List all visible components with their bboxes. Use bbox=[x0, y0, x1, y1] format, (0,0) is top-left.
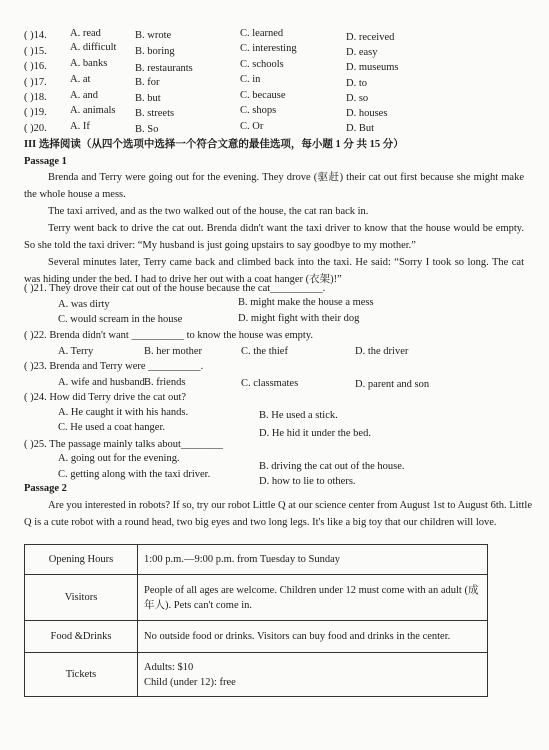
table-value: 1:00 p.m.—9:00 p.m. from Tuesday to Sunday bbox=[138, 545, 488, 575]
passage1-para3: Terry went back to drive the cat out. Brenda didn't want the taxi driver to know that the house would be empty. So she told the taxi driver: “My husband is just going upstairs to say goodbye to my mother.” bbox=[24, 223, 524, 251]
option-d: D. received bbox=[346, 32, 395, 43]
question-number: ( )20. bbox=[24, 123, 47, 134]
option-d: D. parent and son bbox=[355, 379, 430, 390]
table-value-cell bbox=[138, 653, 488, 697]
option-a: A. banks bbox=[70, 58, 108, 69]
option-d: D. He hid it under the bed. bbox=[259, 428, 371, 439]
option-a: A. Terry bbox=[58, 346, 94, 357]
question-stem: ( )25. The passage mainly talks about________ bbox=[24, 439, 223, 450]
option-d: D. to bbox=[346, 78, 367, 89]
option-c: C. learned bbox=[240, 28, 284, 39]
option-c: C. getting along with the taxi driver. bbox=[58, 469, 211, 480]
option-d: D. so bbox=[346, 93, 369, 104]
option-c: C. in bbox=[240, 74, 261, 85]
section-heading: III 选择阅读（从四个选项中选择一个符合文意的最佳选项，每小题 1 分 共 15 分） bbox=[24, 139, 404, 150]
option-a: A. read bbox=[70, 28, 101, 39]
option-c: C. classmates bbox=[241, 378, 299, 389]
table-row bbox=[25, 653, 488, 697]
option-b: B. He used a stick. bbox=[259, 410, 338, 421]
option-c: C. would scream in the house bbox=[58, 314, 183, 325]
table-value: Child (under 12): free bbox=[144, 676, 236, 688]
option-d: D. how to lie to others. bbox=[259, 476, 356, 487]
option-c: C. shops bbox=[240, 105, 277, 116]
option-c: C. interesting bbox=[240, 43, 297, 54]
passage1-para1: Brenda and Terry were going out for the evening. They drove (驱赶) their cat out first because she might make the whole house a mess. bbox=[24, 172, 524, 200]
question-stem: ( )24. How did Terry drive the cat out? bbox=[24, 392, 187, 403]
option-c: C. Or bbox=[240, 121, 264, 132]
info-table bbox=[24, 544, 488, 697]
table-value: People of all ages are welcome. Children under 12 must come with an adult (成年人). Pets can't come in. bbox=[138, 575, 488, 621]
option-d: D. But bbox=[346, 123, 375, 134]
option-b: B. wrote bbox=[135, 30, 172, 41]
question-number: ( )18. bbox=[24, 92, 47, 103]
passage1-title: Passage 1 bbox=[24, 156, 67, 167]
table-value: No outside food or drinks. Visitors can buy food and drinks in the center. bbox=[138, 621, 488, 653]
option-a: A. and bbox=[70, 90, 98, 101]
table-row bbox=[25, 545, 488, 575]
question-stem: ( )21. They drove their cat out of the house because the cat__________. bbox=[24, 283, 326, 294]
question-number: ( )19. bbox=[24, 107, 47, 118]
table-value: Adults: $10 bbox=[144, 661, 194, 673]
option-c: C. because bbox=[240, 90, 286, 101]
option-a: A. He caught it with his hands. bbox=[58, 407, 189, 418]
option-d: D. might fight with their dog bbox=[238, 313, 360, 324]
option-b: B. driving the cat out of the house. bbox=[259, 461, 405, 472]
option-a: A. was dirty bbox=[58, 299, 110, 310]
option-b: B. for bbox=[135, 77, 160, 88]
option-d: D. museums bbox=[346, 62, 399, 73]
table-label: Visitors bbox=[25, 575, 138, 621]
question-stem: ( )23. Brenda and Terry were __________. bbox=[24, 361, 204, 372]
option-a: A. If bbox=[70, 121, 90, 132]
passage2-para: Are you interested in robots? If so, try our robot Little Q at our science center from August 1st to August 6th. Little Q is a cute robot with a round head, two big eyes and two long legs. It's like a big toy that our children will love. bbox=[24, 500, 532, 528]
option-a: A. animals bbox=[70, 105, 116, 116]
option-b: B. streets bbox=[135, 108, 175, 119]
option-a: A. difficult bbox=[70, 42, 117, 53]
table-label: Tickets bbox=[25, 653, 138, 697]
option-b: B. boring bbox=[135, 46, 175, 57]
option-c: C. the thief bbox=[241, 346, 288, 357]
option-a: A. wife and husband bbox=[58, 377, 145, 388]
option-d: D. houses bbox=[346, 108, 388, 119]
passage2-title: Passage 2 bbox=[24, 483, 67, 494]
option-b: B. but bbox=[135, 93, 161, 104]
option-b: B. restaurants bbox=[135, 63, 193, 74]
table-label: Opening Hours bbox=[25, 545, 138, 575]
option-a: A. going out for the evening. bbox=[58, 453, 180, 464]
option-d: D. easy bbox=[346, 47, 378, 58]
question-number: ( )14. bbox=[24, 30, 47, 41]
passage1-para2: The taxi arrived, and as the two walked out of the house, the cat ran back in. bbox=[48, 206, 369, 217]
option-d: D. the driver bbox=[355, 346, 409, 357]
table-label: Food &Drinks bbox=[25, 621, 138, 653]
passage1-para4: Several minutes later, Terry came back and climbed back into the taxi. He said: “Sorry I took so long. The cat was hiding under the bed. I had to drive her out with a coat hanger (衣架)!” bbox=[24, 257, 524, 285]
option-c: C. He used a coat hanger. bbox=[58, 422, 166, 433]
table-row bbox=[25, 621, 488, 653]
option-b: B. friends bbox=[144, 377, 186, 388]
question-number: ( )15. bbox=[24, 46, 47, 57]
table-row bbox=[25, 575, 488, 621]
question-stem: ( )22. Brenda didn't want __________ to know the house was empty. bbox=[24, 330, 314, 341]
option-b: B. So bbox=[135, 124, 159, 135]
question-number: ( )16. bbox=[24, 61, 47, 72]
option-b: B. her mother bbox=[144, 346, 203, 357]
option-c: C. schools bbox=[240, 59, 284, 70]
option-a: A. at bbox=[70, 74, 91, 85]
question-number: ( )17. bbox=[24, 77, 47, 88]
option-b: B. might make the house a mess bbox=[238, 297, 374, 308]
